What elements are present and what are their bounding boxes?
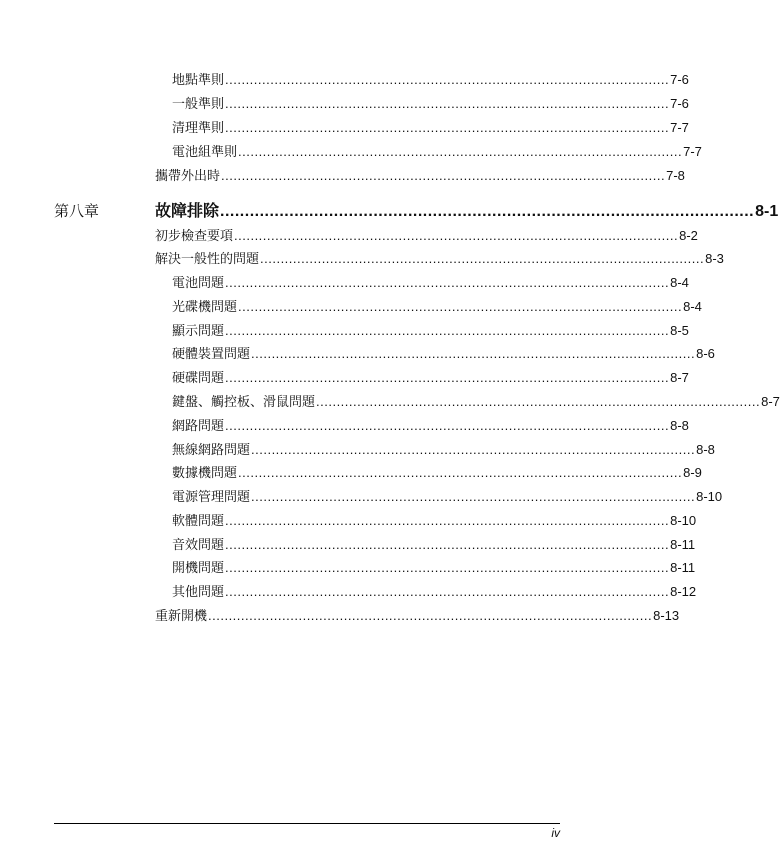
toc-entry-page: 8-7	[670, 370, 689, 385]
toc-entry-modem-problems[interactable]	[172, 465, 702, 481]
toc-entry-cleaning[interactable]	[172, 120, 689, 136]
toc-entry-page: 8-7	[761, 394, 780, 409]
toc-leader-dots: ............................................................................................................	[225, 560, 670, 575]
toc-entry-title: 顯示問題	[172, 323, 225, 338]
toc-entry-page: 8-10	[670, 513, 697, 528]
toc-entry-page: 8-5	[670, 323, 689, 338]
toc-entry-keyboard-problems[interactable]	[172, 394, 780, 410]
toc-entry-title: 硬碟問題	[172, 370, 225, 385]
toc-entry-title: 一般準則	[172, 96, 225, 111]
toc-entry-page: 8-3	[705, 251, 724, 266]
toc-leader-dots: ............................................................................................................	[225, 418, 670, 433]
toc-leader-dots: ............................................................................................................	[225, 513, 670, 528]
toc-entry-general[interactable]	[172, 96, 689, 112]
toc-entry-title: 音效問題	[172, 537, 225, 552]
toc-entry-boot-problems[interactable]	[172, 560, 696, 576]
toc-entry-title: 無線網路問題	[172, 442, 251, 457]
chapter-label: 第八章	[54, 203, 100, 220]
footer-divider	[54, 823, 560, 824]
toc-entry-title: 開機問題	[172, 560, 225, 575]
toc-leader-dots: ............................................................................................................	[220, 203, 755, 220]
toc-entry-initial-check[interactable]	[155, 228, 698, 244]
toc-entry-title: 攜帶外出時	[155, 168, 221, 183]
toc-leader-dots: ............................................................................................................	[238, 144, 683, 159]
toc-entry-title: 數據機問題	[172, 465, 238, 480]
toc-leader-dots: ............................................................................................................	[251, 442, 696, 457]
toc-entry-network-problems[interactable]	[172, 418, 689, 434]
toc-entry-title: 網路問題	[172, 418, 225, 433]
toc-entry-page: 8-6	[696, 346, 715, 361]
toc-entry-audio-problems[interactable]	[172, 537, 696, 553]
toc-leader-dots: ............................................................................................................	[225, 120, 670, 135]
toc-leader-dots: ............................................................................................................	[238, 465, 683, 480]
toc-entry-page: 7-6	[670, 72, 689, 87]
toc-entry-title: 電源管理問題	[172, 489, 251, 504]
toc-entry-page: 8-4	[683, 299, 702, 314]
toc-entry-carrying[interactable]	[155, 168, 685, 184]
toc-entry-page: 8-4	[670, 275, 689, 290]
toc-entry-page: 8-11	[670, 560, 696, 575]
chapter-title: 故障排除	[155, 203, 220, 220]
toc-entry-page: 7-6	[670, 96, 689, 111]
toc-entry-optical-drive-problems[interactable]	[172, 299, 702, 315]
toc-leader-dots: ............................................................................................................	[225, 96, 670, 111]
toc-leader-dots: ............................................................................................................	[260, 251, 705, 266]
toc-leader-dots: ............................................................................................................	[225, 72, 670, 87]
toc-entry-title: 鍵盤、觸控板、滑鼠問題	[172, 394, 316, 409]
toc-entry-display-problems[interactable]	[172, 323, 689, 339]
toc-leader-dots: ............................................................................................................	[221, 168, 666, 183]
toc-entry-wireless-problems[interactable]	[172, 442, 715, 458]
toc-entry-title: 電池問題	[172, 275, 225, 290]
toc-entry-page: 8-8	[670, 418, 689, 433]
toc-leader-dots: ............................................................................................................	[225, 323, 670, 338]
toc-chapter-troubleshooting[interactable]	[155, 202, 779, 221]
toc-leader-dots: ............................................................................................................	[316, 394, 761, 409]
toc-entry-general-problems[interactable]	[155, 251, 724, 267]
toc-entry-location[interactable]	[172, 72, 689, 88]
toc-leader-dots: ............................................................................................................	[225, 275, 670, 290]
toc-entry-title: 清理準則	[172, 120, 225, 135]
toc-entry-page: 7-7	[670, 120, 689, 135]
toc-entry-software-problems[interactable]	[172, 513, 697, 529]
toc-entry-power-problems[interactable]	[172, 489, 723, 505]
toc-entry-page: 8-8	[696, 442, 715, 457]
toc-entry-title: 初步檢查要項	[155, 228, 234, 243]
toc-leader-dots: ............................................................................................................	[238, 299, 683, 314]
footer-page-number: iv	[551, 826, 560, 840]
toc-entry-page: 8-9	[683, 465, 702, 480]
toc-entry-title: 地點準則	[172, 72, 225, 87]
toc-leader-dots: ............................................................................................................	[225, 537, 670, 552]
toc-entry-title: 重新開機	[155, 608, 208, 623]
toc-entry-title: 硬體裝置問題	[172, 346, 251, 361]
toc-entry-page: 8-2	[679, 228, 698, 243]
toc-entry-title: 光碟機問題	[172, 299, 238, 314]
toc-entry-page: 8-13	[653, 608, 680, 623]
toc-leader-dots: ............................................................................................................	[234, 228, 679, 243]
toc-entry-page: 7-8	[666, 168, 685, 183]
toc-entry-hardware-problems[interactable]	[172, 346, 715, 362]
toc-leader-dots: ............................................................................................................	[225, 370, 670, 385]
toc-leader-dots: ............................................................................................................	[208, 608, 653, 623]
toc-entry-restart[interactable]	[155, 608, 680, 624]
toc-entry-battery-problems[interactable]	[172, 275, 689, 291]
toc-entry-battery-pack[interactable]	[172, 144, 702, 160]
toc-leader-dots: ............................................................................................................	[225, 584, 670, 599]
toc-entry-page: 8-12	[670, 584, 697, 599]
toc-entry-hard-disk-problems[interactable]	[172, 370, 689, 386]
toc-entry-title: 解決一般性的問題	[155, 251, 260, 266]
toc-entry-page: 7-7	[683, 144, 702, 159]
toc-leader-dots: ............................................................................................................	[251, 346, 696, 361]
toc-entry-other-problems[interactable]	[172, 584, 697, 600]
chapter-page: 8-1	[755, 203, 779, 220]
toc-entry-title: 軟體問題	[172, 513, 225, 528]
toc-entry-title: 其他問題	[172, 584, 225, 599]
toc-entry-page: 8-10	[696, 489, 723, 504]
toc-entry-title: 電池組準則	[172, 144, 238, 159]
toc-entry-page: 8-11	[670, 537, 696, 552]
toc-leader-dots: ............................................................................................................	[251, 489, 696, 504]
